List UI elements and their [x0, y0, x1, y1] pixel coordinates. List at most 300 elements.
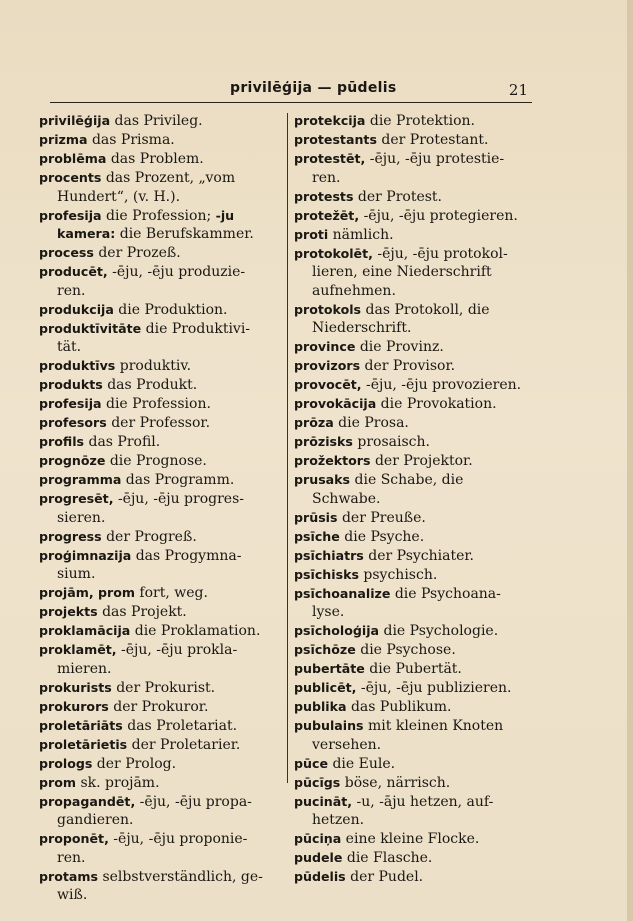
definition-text: sieren.	[57, 509, 106, 526]
entry-continuation	[294, 263, 532, 282]
entry-continuation	[39, 188, 282, 207]
entry-line	[294, 376, 532, 395]
headword: protokolēt,	[294, 245, 373, 261]
entry-continuation	[39, 811, 282, 830]
entry-line	[294, 414, 532, 433]
definition-text: die Flasche.	[342, 850, 433, 866]
headword: proponēt,	[39, 831, 109, 846]
definition-text: die Berufskammer.	[115, 226, 254, 242]
definition-text: das Produkt.	[102, 377, 198, 393]
definition-text: der Preuße.	[337, 509, 426, 526]
headword: produkcija	[39, 301, 114, 317]
definition-text: wiß.	[57, 887, 88, 903]
entry-line	[39, 584, 282, 603]
definition-text: das Privileg.	[110, 113, 203, 129]
entry-line	[294, 566, 532, 585]
headword: protams	[39, 868, 99, 884]
headword: prokurors	[39, 698, 109, 714]
dictionary-entry	[39, 736, 282, 755]
headword: procents	[39, 170, 102, 185]
dictionary-entry	[39, 490, 282, 527]
definition-text: der Prokurist.	[111, 679, 216, 696]
headword: pūcīgs	[294, 774, 341, 790]
entry-line	[39, 603, 282, 622]
definition-text: der Prokuror.	[108, 698, 209, 715]
dictionary-entry	[294, 245, 532, 301]
entry-line	[294, 245, 532, 264]
entry-continuation	[294, 811, 532, 830]
definition-text: böse, närrisch.	[340, 774, 451, 791]
dictionary-entry	[294, 414, 532, 433]
definition-text: das Programm.	[121, 472, 235, 488]
definition-text: das Projekt.	[97, 604, 187, 620]
dictionary-entry	[39, 376, 282, 395]
headword: provocēt,	[294, 377, 362, 392]
entry-continuation	[39, 849, 282, 868]
dictionary-entry	[294, 338, 532, 357]
dictionary-entry	[294, 679, 532, 698]
entry-line	[294, 641, 532, 660]
headword: prizma	[39, 132, 88, 147]
definition-text: aufnehmen.	[312, 282, 396, 299]
definition-text: das Publikum.	[346, 699, 452, 715]
headword: prom	[39, 774, 77, 790]
definition-text: der Professor.	[106, 415, 211, 431]
entry-line	[294, 226, 532, 245]
entry-line	[39, 547, 282, 566]
headword: proti	[294, 226, 329, 242]
dictionary-entry	[39, 755, 282, 774]
headword: proletāriāts	[39, 717, 123, 733]
definition-text: das Prisma.	[87, 132, 175, 148]
definition-text: die Psychologie.	[379, 623, 499, 639]
entry-line	[39, 376, 282, 395]
entry-line	[39, 755, 282, 774]
entry-line	[39, 868, 282, 887]
dictionary-entry	[294, 774, 532, 793]
entry-line	[39, 414, 282, 433]
entry-line	[294, 301, 532, 320]
dictionary-entry	[39, 207, 282, 244]
dictionary-entry	[39, 395, 282, 414]
entry-line	[39, 641, 282, 660]
definition-text: Schwabe.	[312, 490, 381, 507]
definition-text: die Provinz.	[355, 339, 444, 355]
dictionary-entry	[39, 830, 282, 867]
headword: profils	[39, 434, 85, 449]
definition-text: die Psychose.	[355, 642, 456, 658]
dictionary-entry	[294, 509, 532, 528]
headword: problēma	[39, 151, 107, 166]
definition-text: psychisch.	[358, 566, 438, 583]
definition-text: der Projektor.	[370, 453, 473, 469]
dictionary-entry	[294, 357, 532, 376]
entry-line	[294, 698, 532, 717]
headword: producēt,	[39, 264, 108, 279]
entry-line	[294, 188, 532, 207]
dictionary-entry	[39, 131, 282, 150]
definition-text: die Psyche.	[339, 528, 425, 545]
definition-text: die Profession.	[101, 396, 211, 412]
definition-text: prosaisch.	[352, 434, 430, 450]
dictionary-entry	[294, 188, 532, 207]
definition-text: fort, weg.	[134, 585, 208, 601]
dictionary-entry	[294, 566, 532, 585]
definition-text: hetzen.	[312, 812, 365, 828]
entry-line	[39, 717, 282, 736]
entry-continuation	[39, 225, 282, 244]
definition-text: -ēju, -ēju propa-	[135, 793, 252, 810]
definition-text: -ēju, -ēju publizieren.	[356, 680, 512, 696]
definition-text: ren.	[57, 282, 86, 299]
headword: protestēt,	[294, 151, 366, 166]
headword: prōzisks	[294, 434, 353, 449]
definition-text: -ēju, -ēju provozieren.	[361, 377, 522, 393]
headword: produkts	[39, 377, 103, 392]
headword: proklamācija	[39, 623, 131, 638]
definition-text: der Protest.	[353, 188, 443, 205]
headword: psīcholoģija	[294, 623, 380, 638]
definition-text: die Profession;	[101, 207, 216, 224]
headword: prōza	[294, 415, 334, 430]
dictionary-entry	[294, 471, 532, 508]
entry-line	[294, 112, 532, 131]
dictionary-entry	[294, 433, 532, 452]
dictionary-entry	[294, 868, 532, 887]
entry-line	[294, 131, 532, 150]
definition-text: tät.	[57, 339, 82, 355]
headword: projekts	[39, 604, 98, 619]
entry-line	[39, 679, 282, 698]
headword: pucināt,	[294, 793, 353, 809]
definition-text: produktiv.	[115, 358, 192, 374]
dictionary-entry	[39, 112, 282, 131]
dictionary-entry	[294, 376, 532, 395]
dictionary-entry	[294, 660, 532, 679]
headword: profesija	[39, 207, 102, 223]
definition-text: gandieren.	[57, 812, 134, 828]
headword: programma	[39, 472, 122, 487]
definition-text: der Psychiater.	[363, 547, 474, 564]
headword: publicēt,	[294, 680, 357, 695]
dictionary-entry	[39, 414, 282, 433]
dictionary-entry	[294, 301, 532, 338]
definition-text: das Problem.	[106, 151, 204, 167]
entry-continuation	[39, 660, 282, 679]
entry-continuation	[294, 490, 532, 509]
entry-line	[39, 112, 282, 131]
definition-text: die Psychoana-	[390, 585, 501, 602]
entry-line	[294, 830, 532, 849]
entry-line	[294, 868, 532, 887]
entry-continuation	[39, 886, 282, 905]
headword: psīchoanalize	[294, 585, 391, 601]
definition-text: -ēju, -ēju protegieren.	[359, 207, 518, 224]
entry-line	[39, 395, 282, 414]
definition-text: das Protokoll, die	[361, 301, 490, 318]
dictionary-entry	[39, 793, 282, 830]
definition-text: der Progreß.	[101, 528, 197, 545]
dictionary-entry	[294, 395, 532, 414]
dictionary-entry	[294, 698, 532, 717]
dictionary-entry	[39, 357, 282, 376]
dictionary-entry	[294, 207, 532, 226]
headword: produktīvitāte	[39, 320, 142, 336]
headword: profesija	[39, 396, 102, 411]
definition-text: die Schabe, die	[350, 472, 464, 488]
dictionary-entry	[39, 868, 282, 905]
dictionary-entry	[294, 112, 532, 131]
dictionary-entry	[39, 679, 282, 698]
definition-text: -ēju, -ēju protokol-	[372, 245, 508, 262]
dictionary-entry	[39, 547, 282, 584]
definition-text: -ēju, -ēju protestie-	[365, 151, 505, 167]
definition-text: das Prozent, „vom	[101, 170, 236, 186]
dictionary-entry	[39, 622, 282, 641]
headword: prologs	[39, 755, 93, 771]
headword: privilēģija	[39, 113, 111, 128]
definition-text: die Produktivi-	[141, 320, 251, 337]
entry-line	[39, 698, 282, 717]
entry-line	[39, 169, 282, 188]
definition-text: die Eule.	[328, 755, 396, 772]
dictionary-entry	[294, 717, 532, 754]
headword: proģimnazija	[39, 547, 132, 563]
entry-line	[39, 452, 282, 471]
headword: psīche	[294, 528, 340, 544]
definition-text: der Pudel.	[345, 869, 424, 885]
dictionary-entry	[39, 717, 282, 736]
headword: pubertāte	[294, 661, 365, 676]
headword: prusaks	[294, 472, 351, 487]
entry-line	[39, 301, 282, 320]
dictionary-entry	[39, 603, 282, 622]
definition-text: das Progymna-	[131, 547, 242, 564]
entry-continuation	[39, 338, 282, 357]
headword: profesors	[39, 415, 107, 430]
dictionary-entry	[294, 793, 532, 830]
definition-text: Niederschrift.	[312, 320, 412, 336]
headword: pūce	[294, 755, 328, 771]
entry-continuation	[294, 282, 532, 301]
entry-line	[39, 774, 282, 793]
entry-line	[294, 433, 532, 452]
dictionary-entry	[39, 263, 282, 300]
entry-continuation	[294, 319, 532, 338]
dictionary-entry	[294, 755, 532, 774]
entry-line	[39, 528, 282, 547]
entry-line	[294, 793, 532, 812]
dictionary-entry	[39, 584, 282, 603]
headword: publika	[294, 699, 347, 714]
right-column	[294, 112, 532, 887]
definition-text: die Pubertät.	[364, 661, 462, 677]
dictionary-entry	[294, 585, 532, 622]
dictionary-entry	[39, 452, 282, 471]
entry-line	[39, 263, 282, 282]
headword: psīchiatrs	[294, 547, 364, 563]
entry-line	[39, 490, 282, 509]
definition-text: mit kleinen Knoten	[363, 718, 504, 734]
entry-line	[39, 433, 282, 452]
dictionary-entry	[294, 849, 532, 868]
dictionary-entry	[294, 641, 532, 660]
entry-line	[294, 755, 532, 774]
definition-text: eine kleine Flocke.	[341, 831, 480, 847]
running-header	[50, 80, 532, 103]
entry-line	[39, 357, 282, 376]
definition-text: der Prozeß.	[93, 245, 181, 261]
definition-text: sk. projām.	[76, 774, 160, 791]
dictionary-entry	[39, 169, 282, 206]
entry-line	[294, 207, 532, 226]
headword: psīchōze	[294, 642, 356, 657]
definition-text: die Proklamation.	[130, 623, 261, 639]
headword: pubulains	[294, 718, 364, 733]
entry-line	[294, 585, 532, 604]
headword: prokurists	[39, 679, 112, 695]
entry-continuation	[39, 565, 282, 584]
dictionary-entry	[294, 226, 532, 245]
entry-line	[294, 774, 532, 793]
headword: pūciņa	[294, 831, 342, 846]
entry-line	[39, 622, 282, 641]
definition-text: mieren.	[57, 660, 112, 677]
dictionary-entry	[39, 471, 282, 490]
entry-line	[294, 509, 532, 528]
dictionary-entry	[294, 547, 532, 566]
definition-text: versehen.	[312, 736, 382, 753]
headword: provokācija	[294, 396, 377, 411]
entry-line	[39, 244, 282, 263]
definition-text: das Profil.	[84, 434, 161, 450]
headword: proletārietis	[39, 736, 128, 752]
dictionary-entry	[39, 301, 282, 320]
column-divider	[287, 113, 288, 783]
definition-text: lyse.	[312, 604, 345, 620]
definition-text: der Proletarier.	[127, 736, 241, 753]
dictionary-entry	[39, 320, 282, 357]
headword: protestants	[294, 132, 377, 147]
entry-line	[294, 338, 532, 357]
left-column	[39, 112, 282, 905]
dictionary-entry	[294, 830, 532, 849]
entry-line	[294, 471, 532, 490]
definition-text: das Proletariat.	[122, 717, 238, 734]
headword: protokols	[294, 301, 362, 317]
definition-text: der Provisor.	[360, 358, 456, 374]
headword: propagandēt,	[39, 793, 136, 809]
definition-text: der Protestant.	[376, 132, 489, 148]
entry-line	[39, 131, 282, 150]
definition-text: ren.	[57, 849, 86, 866]
entry-line	[294, 679, 532, 698]
headword: pudele	[294, 850, 343, 865]
definition-text: die Prosa.	[333, 415, 409, 431]
entry-line	[39, 736, 282, 755]
dictionary-entry	[294, 528, 532, 547]
headword: prognōze	[39, 453, 106, 468]
entry-line	[294, 622, 532, 641]
headword-suffix: -ju	[215, 207, 235, 223]
entry-line	[294, 717, 532, 736]
entry-line	[294, 357, 532, 376]
header-title: privilēģija — pūdelis	[230, 80, 397, 96]
dictionary-entry	[39, 641, 282, 678]
entry-line	[39, 207, 282, 226]
headword: psīchisks	[294, 566, 359, 582]
definition-text: -ēju, -ēju produzie-	[107, 264, 246, 280]
definition-text: die Produktion.	[113, 301, 228, 318]
dictionary-entry	[39, 150, 282, 169]
headword: projām, prom	[39, 585, 135, 600]
dictionary-entry	[294, 622, 532, 641]
headword: province	[294, 339, 356, 354]
entry-line	[294, 660, 532, 679]
definition-text: nämlich.	[328, 226, 394, 243]
entry-continuation	[294, 603, 532, 622]
definition-text: sium.	[57, 566, 96, 582]
headword: proklamēt,	[39, 642, 117, 657]
headword: provizors	[294, 358, 361, 373]
headword: protests	[294, 188, 354, 204]
dictionary-entry	[294, 452, 532, 471]
definition-text: die Protektion.	[365, 113, 475, 129]
definition-text: -ēju, -ēju progres-	[113, 491, 244, 507]
definition-text: selbstverständlich, ge-	[98, 868, 263, 885]
definition-text: -u, -āju hetzen, auf-	[352, 793, 494, 810]
dictionary-entry	[39, 433, 282, 452]
headword: produktīvs	[39, 358, 116, 373]
definition-text: die Provokation.	[376, 396, 497, 412]
headword: protekcija	[294, 113, 366, 128]
entry-line	[39, 793, 282, 812]
headword: kamera:	[57, 226, 116, 241]
entry-line	[39, 830, 282, 849]
headword: progresēt,	[39, 491, 114, 506]
entry-line	[294, 547, 532, 566]
headword: progress	[39, 528, 102, 544]
entry-continuation	[39, 509, 282, 528]
definition-text: die Prognose.	[105, 453, 207, 469]
definition-text: lieren, eine Niederschrift	[312, 264, 492, 280]
entry-line	[294, 150, 532, 169]
entry-line	[294, 395, 532, 414]
headword: process	[39, 245, 94, 260]
dictionary-entry	[39, 774, 282, 793]
dictionary-entry	[294, 150, 532, 187]
headword: pūdelis	[294, 869, 346, 884]
dictionary-entry	[39, 698, 282, 717]
definition-text: der Prolog.	[92, 755, 177, 772]
dictionary-entry	[294, 131, 532, 150]
headword: prūsis	[294, 509, 338, 525]
definition-text: -ēju, -ēju prokla-	[116, 642, 238, 658]
dictionary-entry	[39, 244, 282, 263]
entry-continuation	[294, 169, 532, 188]
entry-line	[294, 452, 532, 471]
entry-line	[294, 528, 532, 547]
entry-continuation	[39, 282, 282, 301]
entry-line	[294, 849, 532, 868]
definition-text: Hundert“, (v. H.).	[57, 188, 181, 205]
entry-continuation	[294, 736, 532, 755]
entry-line	[39, 471, 282, 490]
dictionary-entry	[39, 528, 282, 547]
definition-text: -ēju, -ēju proponie-	[108, 831, 248, 847]
entry-line	[39, 320, 282, 339]
headword: protežēt,	[294, 207, 360, 223]
